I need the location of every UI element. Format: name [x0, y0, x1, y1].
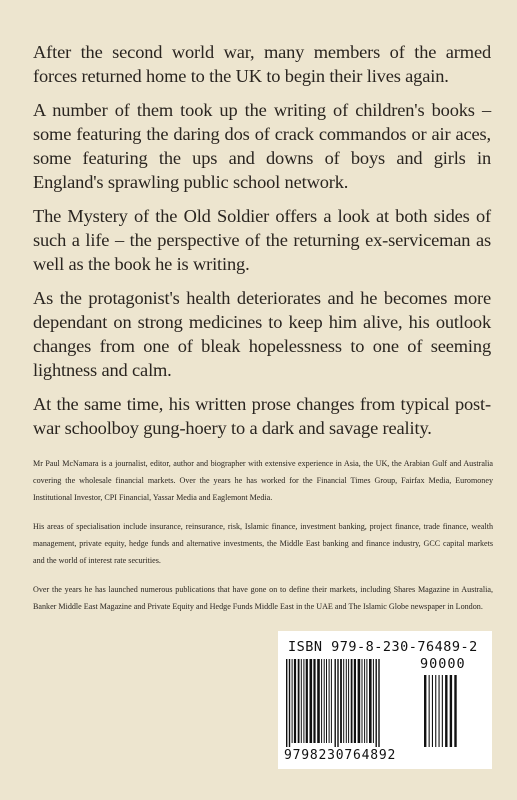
blurb-paragraph-2: A number of them took up the writing of children's books – some featuring the daring dos of crack commandos or air aces, some featuring the ups and downs of boys and girls in England's sprawling public school network. — [33, 100, 491, 192]
barcode-guard-bar — [335, 659, 336, 747]
barcode-bar — [366, 659, 367, 743]
barcode-bar — [340, 659, 342, 743]
barcode-bar — [294, 659, 296, 743]
barcode-addon-bar — [439, 675, 440, 747]
barcode-bar — [354, 659, 356, 743]
barcode-addon-bar — [435, 675, 436, 747]
price-addon-code: 90000 — [420, 656, 466, 672]
barcode-guard-bar — [376, 659, 377, 747]
ean-digits: 9798230764892 — [284, 748, 397, 763]
barcode-bar — [331, 659, 332, 743]
barcode-bar — [364, 659, 365, 743]
barcode-bar — [351, 659, 353, 743]
barcode-bar — [301, 659, 302, 743]
barcode-guard-bar — [378, 659, 379, 747]
barcode-bar — [343, 659, 344, 743]
barcode-guard-bar — [286, 659, 287, 747]
barcode-addon-bar — [429, 675, 430, 747]
isbn-label: ISBN 979-8-230-76489-2 — [288, 639, 478, 655]
barcode-bar — [358, 659, 361, 743]
barcode-bar — [324, 659, 325, 743]
barcode-bar — [329, 659, 330, 743]
barcode-bar — [348, 659, 349, 743]
blurb-paragraph-4: As the protagonist's health deteriorates and he becomes more dependant on strong medicines to keep him alive, his outlook changes from one of bleak hopelessness to one of seeming lightness and calm. — [33, 288, 491, 380]
barcode-bar — [303, 659, 304, 743]
bio-paragraph-1: Mr Paul McNamara is a journalist, editor, author and biographer with extensive experience in Asia, the UK, the Arabian Gulf and Australia covering the wholesale financial markets. Over the years he has worked for the Financial Times Group, Fairfax Media, Euromoney Institutional Investor, CPI Financial, Yassar Media and Eaglemont Media. — [33, 459, 493, 502]
barcode-addon-bar — [442, 675, 443, 747]
blurb-paragraph-1: After the second world war, many members of the armed forces returned home to the UK to begin their lives again. — [33, 42, 491, 86]
barcode-guard-bar — [289, 659, 290, 747]
barcode-bar — [369, 659, 372, 743]
barcode-addon-bar — [424, 675, 426, 747]
barcode-addon-bar — [450, 675, 452, 747]
bio-paragraph-3: Over the years he has launched numerous publications that have gone on to define their markets, including Shares Magazine in Australia, Banker Middle East Magazine and Private Equity and Hedge Funds Middle East in the UAE and The Islamic Globe newspaper in London. — [33, 585, 493, 611]
barcode-bar — [313, 659, 315, 743]
barcode-bar — [373, 659, 374, 743]
barcode-bar — [346, 659, 347, 743]
barcode-addon-bar — [432, 675, 433, 747]
barcode-bar — [362, 659, 363, 743]
barcode-bar — [326, 659, 327, 743]
barcode-bar — [292, 659, 293, 743]
back-cover-blurb — [33, 40, 491, 450]
isbn-barcode — [278, 631, 492, 769]
author-bio — [33, 455, 493, 627]
barcode-addon-bar — [454, 675, 456, 747]
barcode-guard-bar — [337, 659, 338, 747]
barcode-bar — [317, 659, 320, 743]
barcode-bar — [321, 659, 322, 743]
blurb-paragraph-5: At the same time, his written prose changes from typical post-war schoolboy gung-hoery to a dark and savage reality. — [33, 394, 491, 438]
bio-paragraph-2: His areas of specialisation include insurance, reinsurance, risk, Islamic finance, investment banking, project finance, trade finance, wealth management, private equity, hedge funds and alternative investments, the Middle East banking and finance industry, GCC capital markets and the world of interest rate securities. — [33, 522, 493, 565]
barcode-bar — [310, 659, 313, 743]
barcode-bar — [298, 659, 300, 743]
blurb-paragraph-3: The Mystery of the Old Soldier offers a look at both sides of such a life – the perspective of the returning ex-serviceman as well as the book he is writing. — [33, 206, 491, 274]
barcode-addon-bar — [445, 675, 447, 747]
barcode-bar — [306, 659, 308, 743]
